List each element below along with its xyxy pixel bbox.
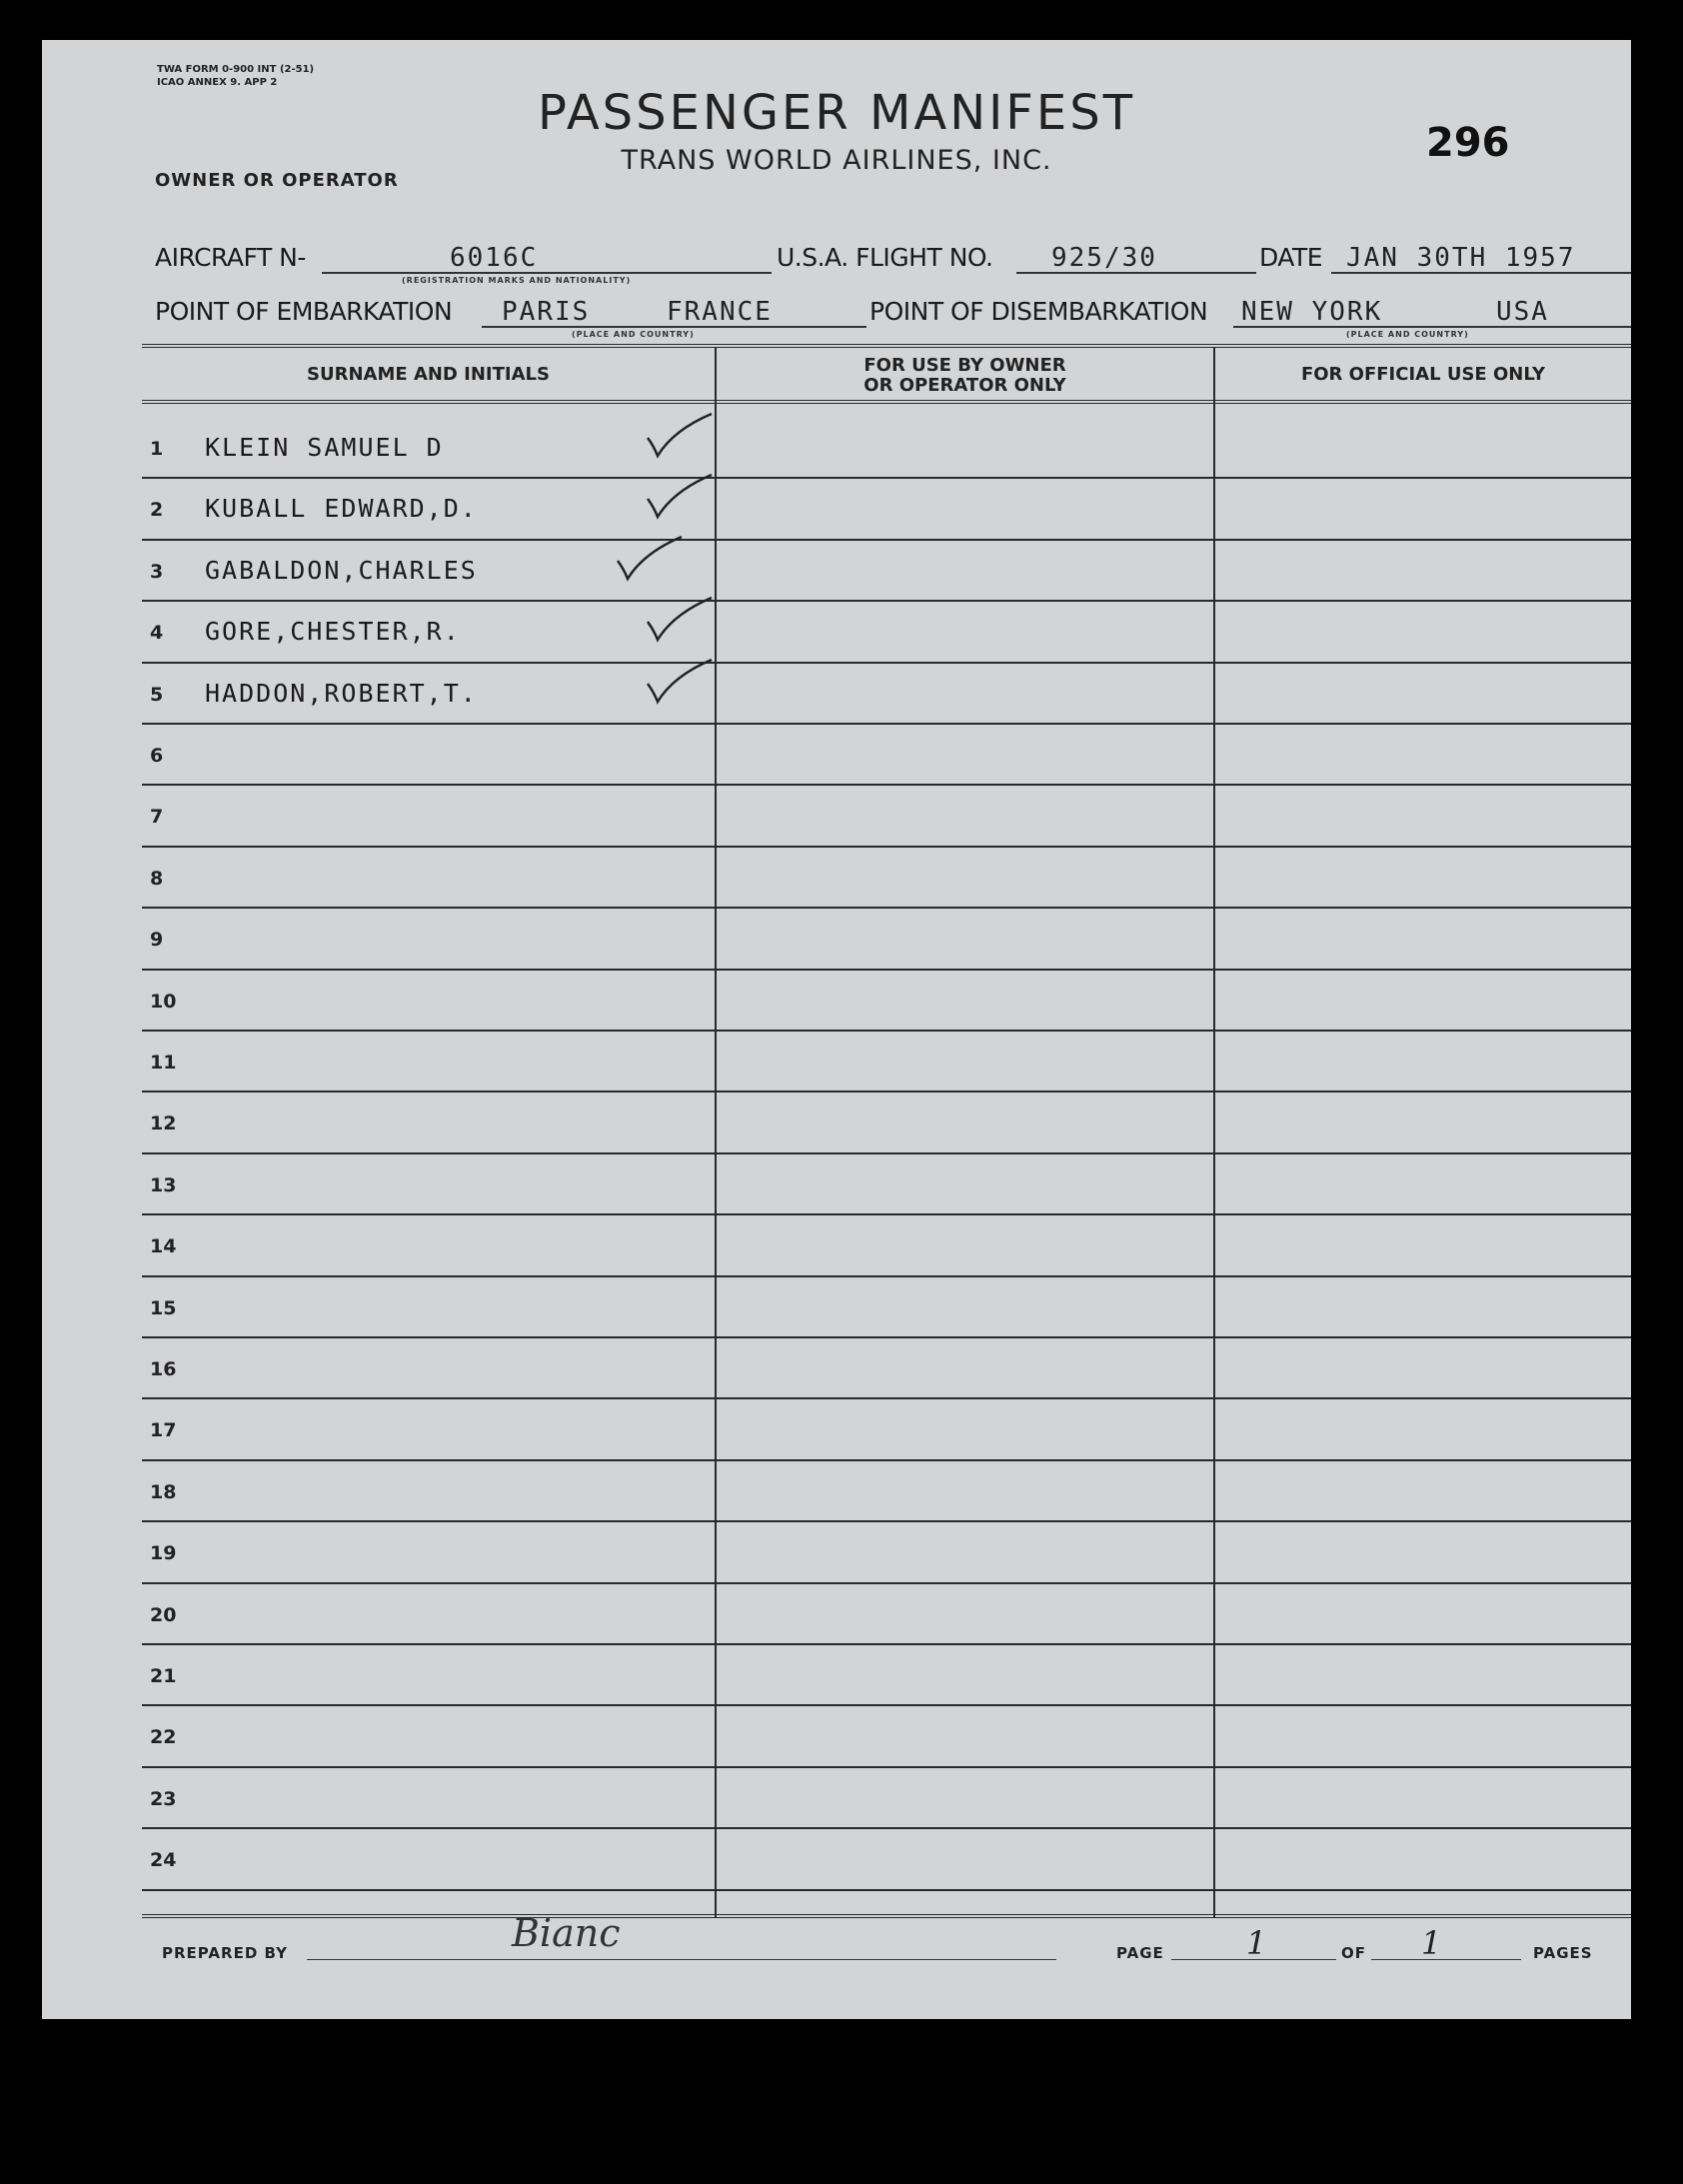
row-rule (142, 1397, 1631, 1399)
row-number: 24 (150, 1849, 177, 1872)
page-label: PAGE (1116, 1944, 1164, 1962)
row-number: 22 (150, 1726, 177, 1749)
row-number: 17 (150, 1419, 177, 1442)
row-number: 19 (150, 1542, 177, 1565)
row-rule (142, 1030, 1631, 1032)
column-header-owner-line-2: OR OPERATOR ONLY (863, 375, 1066, 396)
row-rule (142, 1643, 1631, 1645)
disembarkation-note: (PLACE AND COUNTRY) (1346, 330, 1469, 339)
checkmark-icon (640, 469, 720, 529)
row-rule (142, 846, 1631, 848)
manifest-page (42, 40, 1631, 2019)
row-rule (142, 1704, 1631, 1706)
form-code-line-2: ICAO ANNEX 9. APP 2 (157, 77, 278, 88)
passenger-name: KLEIN SAMUEL D (205, 433, 444, 462)
row-number: 12 (150, 1112, 177, 1135)
row-rule (142, 1152, 1631, 1154)
column-header-owner (717, 356, 1213, 396)
checkmark-icon (610, 531, 690, 591)
row-rule (142, 1459, 1631, 1461)
row-rule (142, 1827, 1631, 1829)
row-rule (142, 1336, 1631, 1338)
row-number: 18 (150, 1480, 177, 1503)
checkmark-icon (640, 592, 720, 652)
prepared-by-signature: Bianc (512, 1911, 621, 1955)
row-number: 4 (150, 622, 164, 645)
column-divider-1 (715, 348, 717, 1917)
row-rule (142, 723, 1631, 725)
aircraft-underline (322, 272, 772, 274)
row-number: 15 (150, 1296, 177, 1319)
passenger-name: GORE,CHESTER,R. (205, 617, 461, 647)
manifest-number: 296 (1426, 120, 1510, 166)
table-header-rule (142, 400, 1631, 406)
page-value: 1 (1246, 1924, 1267, 1962)
row-rule (142, 1091, 1631, 1092)
embarkation-note: (PLACE AND COUNTRY) (572, 330, 695, 339)
row-number: 16 (150, 1358, 177, 1380)
row-number: 8 (150, 867, 164, 890)
embarkation-country: FRANCE (667, 297, 773, 327)
row-rule (142, 1766, 1631, 1768)
row-number: 13 (150, 1173, 177, 1196)
row-number: 10 (150, 990, 177, 1013)
row-rule (142, 1582, 1631, 1584)
row-rule (142, 662, 1631, 664)
row-rule (142, 1213, 1631, 1215)
flight-value: 925/30 (1051, 243, 1157, 273)
row-rule (142, 969, 1631, 971)
pages-label: PAGES (1533, 1944, 1593, 1962)
form-code-line-1: TWA FORM 0-900 INT (2-51) (157, 64, 315, 75)
aircraft-note: (REGISTRATION MARKS AND NATIONALITY) (402, 276, 632, 285)
airline-name: TRANS WORLD AIRLINES, INC. (621, 145, 1052, 176)
checkmark-icon (640, 654, 720, 714)
row-number: 23 (150, 1787, 177, 1810)
row-number: 5 (150, 683, 164, 706)
column-header-surname: SURNAME AND INITIALS (307, 364, 550, 385)
row-rule (142, 539, 1631, 541)
row-number: 21 (150, 1665, 177, 1687)
row-number: 1 (150, 438, 164, 460)
row-rule (142, 784, 1631, 786)
row-number: 3 (150, 560, 164, 583)
row-rule (142, 1889, 1631, 1891)
passenger-name: HADDON,ROBERT,T. (205, 678, 478, 708)
row-number: 6 (150, 745, 164, 767)
passenger-name: KUBALL EDWARD,D. (205, 494, 478, 524)
document-title: PASSENGER MANIFEST (537, 85, 1136, 141)
row-number: 7 (150, 806, 164, 829)
passenger-name: GABALDON,CHARLES (205, 555, 478, 585)
row-number: 11 (150, 1052, 177, 1074)
checkmark-icon (640, 408, 720, 468)
embarkation-label: POINT OF EMBARKATION (155, 297, 453, 326)
column-header-owner-line-1: FOR USE BY OWNER (863, 355, 1066, 376)
row-rule (142, 1275, 1631, 1277)
row-number: 14 (150, 1235, 177, 1258)
owner-operator-label: OWNER OR OPERATOR (155, 170, 399, 191)
date-label: DATE (1259, 243, 1323, 272)
date-value: JAN 30TH 1957 (1346, 243, 1576, 273)
table-top-rule (142, 344, 1631, 350)
row-rule (142, 907, 1631, 909)
row-rule (142, 1520, 1631, 1522)
disembarkation-label: POINT OF DISEMBARKATION (869, 297, 1208, 326)
prepared-by-label: PREPARED BY (162, 1944, 288, 1962)
column-header-official: FOR OFFICIAL USE ONLY (1300, 364, 1546, 385)
row-rule (142, 600, 1631, 602)
table-bottom-rule (142, 1914, 1631, 1920)
embarkation-city: PARIS (502, 297, 591, 327)
row-number: 2 (150, 499, 164, 522)
of-underline (1371, 1959, 1521, 1960)
aircraft-value: 6016C (450, 243, 539, 273)
of-value: 1 (1421, 1924, 1442, 1962)
row-number: 9 (150, 929, 164, 952)
row-number: 20 (150, 1603, 177, 1626)
column-divider-2 (1213, 348, 1215, 1917)
of-label: OF (1341, 1944, 1366, 1962)
disembarkation-city: NEW YORK (1241, 297, 1383, 327)
row-rule (142, 477, 1631, 479)
disembarkation-country: USA (1496, 297, 1549, 327)
prepared-by-underline (307, 1959, 1056, 1960)
aircraft-label: AIRCRAFT N- (155, 243, 306, 272)
flight-label: U.S.A. FLIGHT NO. (777, 243, 993, 272)
